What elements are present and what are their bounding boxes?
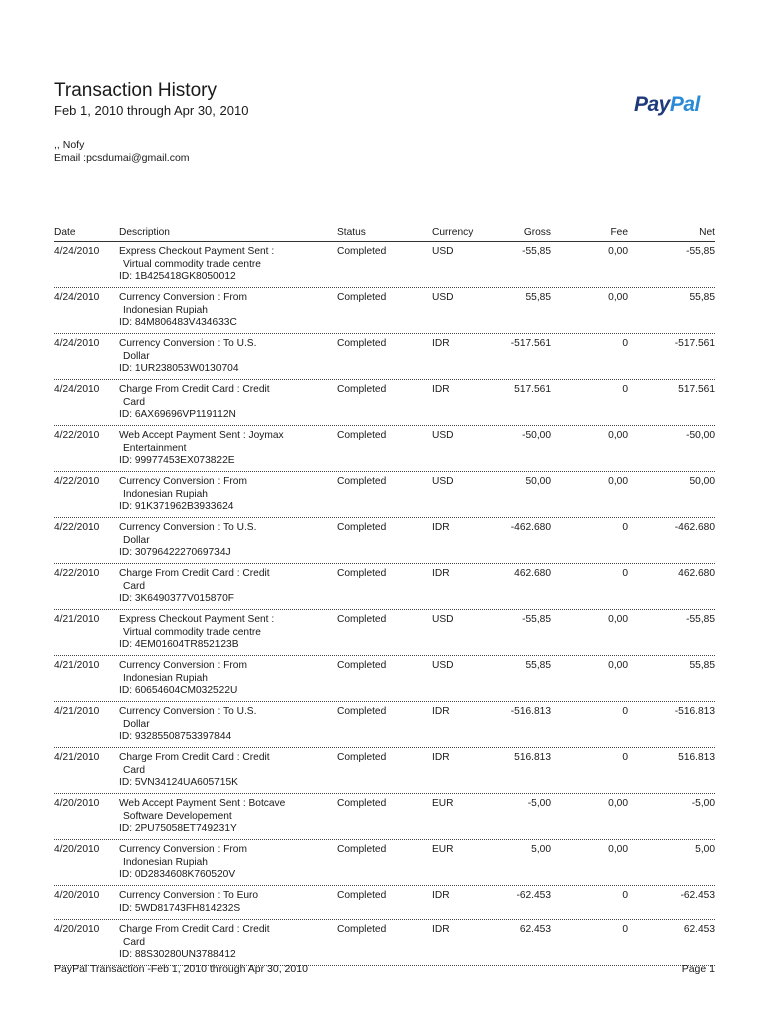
transaction-id: ID: 2PU75058ET749231Y xyxy=(119,823,237,834)
description-line: Charge From Credit Card : Credit xyxy=(119,384,270,395)
transaction-id: ID: 60654604CM032522U xyxy=(119,685,238,696)
cell-date: 4/24/2010 xyxy=(54,384,100,395)
table-row xyxy=(54,564,715,610)
cell-description xyxy=(119,798,285,836)
transaction-id: ID: 3079642227069734J xyxy=(119,547,231,558)
cell-currency: IDR xyxy=(432,752,450,763)
description-line: Currency Conversion : To U.S. xyxy=(119,338,257,349)
transaction-id: ID: 88S30280UN3788412 xyxy=(119,949,236,960)
table-row xyxy=(54,472,715,518)
cell-currency: USD xyxy=(432,660,454,671)
table-row xyxy=(54,702,715,748)
cell-date: 4/21/2010 xyxy=(54,614,100,625)
table-row xyxy=(54,656,715,702)
transaction-table xyxy=(54,227,715,966)
cell-status: Completed xyxy=(337,752,387,763)
cell-currency: IDR xyxy=(432,338,450,349)
cell-fee: 0 xyxy=(622,384,628,395)
cell-description xyxy=(119,924,270,962)
cell-description xyxy=(119,246,274,284)
cell-date: 4/24/2010 xyxy=(54,292,100,303)
description-line: Card xyxy=(123,396,146,408)
cell-date: 4/24/2010 xyxy=(54,246,100,257)
cell-currency: IDR xyxy=(432,522,450,533)
cell-net: -55,85 xyxy=(686,246,715,257)
account-name: ,, Nofy xyxy=(54,139,85,151)
cell-net: 50,00 xyxy=(689,476,715,487)
cell-status: Completed xyxy=(337,292,387,303)
transaction-id: ID: 0D2834608K760520V xyxy=(119,869,236,880)
cell-description xyxy=(119,522,256,560)
cell-date: 4/21/2010 xyxy=(54,660,100,671)
col-description: Description xyxy=(119,227,170,238)
cell-date: 4/20/2010 xyxy=(54,924,100,935)
cell-status: Completed xyxy=(337,660,387,671)
page-number: Page 1 xyxy=(681,963,715,975)
transaction-id: ID: 6AX69696VP119112N xyxy=(119,409,236,420)
cell-gross: -62.453 xyxy=(516,890,551,901)
cell-net: -55,85 xyxy=(686,614,715,625)
cell-fee: 0,00 xyxy=(608,292,628,303)
cell-fee: 0 xyxy=(622,568,628,579)
cell-net: -517.561 xyxy=(674,338,715,349)
cell-description xyxy=(119,338,256,376)
table-row xyxy=(54,794,715,840)
cell-fee: 0,00 xyxy=(608,246,628,257)
cell-status: Completed xyxy=(337,522,387,533)
cell-gross: 55,85 xyxy=(525,292,551,303)
cell-gross: 517.561 xyxy=(514,384,551,395)
cell-gross: -517.561 xyxy=(510,338,551,349)
transaction-id: ID: 91K371962B3933624 xyxy=(119,501,234,512)
transaction-id: ID: 3K6490377V015870F xyxy=(119,593,234,604)
description-line: Software Developement xyxy=(123,810,232,822)
description-line: Web Accept Payment Sent : Botcave xyxy=(119,798,286,809)
cell-gross: 55,85 xyxy=(525,660,551,671)
cell-gross: 5,00 xyxy=(531,844,551,855)
cell-status: Completed xyxy=(337,890,387,901)
table-row xyxy=(54,840,715,886)
account-info xyxy=(54,139,190,165)
cell-description xyxy=(119,844,247,882)
description-line: Web Accept Payment Sent : Joymax xyxy=(119,430,284,441)
logo-pal: Pal xyxy=(669,93,700,116)
description-line: Charge From Credit Card : Credit xyxy=(119,752,270,763)
cell-fee: 0,00 xyxy=(608,430,628,441)
table-row xyxy=(54,886,715,920)
cell-net: -516.813 xyxy=(674,706,715,717)
cell-status: Completed xyxy=(337,798,387,809)
cell-net: 55,85 xyxy=(689,660,715,671)
cell-description xyxy=(119,292,247,330)
cell-net: -5,00 xyxy=(691,798,715,809)
description-line: Currency Conversion : From xyxy=(119,476,247,487)
cell-currency: EUR xyxy=(432,844,454,855)
description-line: Currency Conversion : To U.S. xyxy=(119,522,257,533)
transaction-id: ID: 93285508753397844 xyxy=(119,731,232,742)
cell-gross: -462.680 xyxy=(510,522,551,533)
table-header xyxy=(54,227,715,242)
cell-fee: 0 xyxy=(622,522,628,533)
date-range: Feb 1, 2010 through Apr 30, 2010 xyxy=(54,103,249,118)
table-row xyxy=(54,920,715,966)
description-line: Dollar xyxy=(123,718,150,730)
cell-description xyxy=(119,752,270,790)
cell-fee: 0,00 xyxy=(608,476,628,487)
cell-net: -50,00 xyxy=(686,430,715,441)
cell-date: 4/22/2010 xyxy=(54,568,100,579)
description-line: Card xyxy=(123,936,146,948)
cell-net: -462.680 xyxy=(674,522,715,533)
description-line: Entertainment xyxy=(123,442,187,454)
transaction-id: ID: 1B425418GK8050012 xyxy=(119,271,236,282)
description-line: Currency Conversion : From xyxy=(119,292,247,303)
cell-currency: IDR xyxy=(432,384,450,395)
cell-date: 4/22/2010 xyxy=(54,476,100,487)
cell-description xyxy=(119,476,247,514)
cell-currency: IDR xyxy=(432,568,450,579)
description-line: Charge From Credit Card : Credit xyxy=(119,568,270,579)
col-status: Status xyxy=(337,227,366,238)
transaction-id: ID: 1UR238053W0130704 xyxy=(119,363,239,374)
description-line: Indonesian Rupiah xyxy=(123,856,208,868)
cell-status: Completed xyxy=(337,844,387,855)
table-row xyxy=(54,334,715,380)
description-line: Card xyxy=(123,580,146,592)
description-line: Currency Conversion : To Euro xyxy=(119,890,259,901)
cell-status: Completed xyxy=(337,384,387,395)
cell-currency: USD xyxy=(432,614,454,625)
cell-currency: EUR xyxy=(432,798,454,809)
transaction-id: ID: 4EM01604TR852123B xyxy=(119,639,239,650)
cell-description xyxy=(119,660,247,698)
cell-currency: IDR xyxy=(432,890,450,901)
cell-status: Completed xyxy=(337,246,387,257)
col-date: Date xyxy=(54,227,76,238)
cell-net: 55,85 xyxy=(689,292,715,303)
description-line: Indonesian Rupiah xyxy=(123,304,208,316)
transaction-id: ID: 5WD81743FH814232S xyxy=(119,902,241,914)
table-row xyxy=(54,610,715,656)
cell-status: Completed xyxy=(337,706,387,717)
cell-net: 462.680 xyxy=(678,568,715,579)
transaction-id: ID: 84M806483V434633C xyxy=(119,317,237,328)
table-row xyxy=(54,748,715,794)
transaction-id: ID: 99977453EX073822E xyxy=(119,455,235,466)
cell-currency: USD xyxy=(432,430,454,441)
page-title: Transaction History xyxy=(54,80,217,101)
cell-net: 5,00 xyxy=(695,844,715,855)
cell-fee: 0 xyxy=(622,752,628,763)
cell-description xyxy=(119,890,258,915)
description-line: Express Checkout Payment Sent : xyxy=(119,614,275,625)
cell-currency: USD xyxy=(432,476,454,487)
cell-gross: -516.813 xyxy=(510,706,551,717)
cell-description xyxy=(119,614,274,652)
cell-net: 517.561 xyxy=(678,384,715,395)
cell-gross: 50,00 xyxy=(525,476,551,487)
cell-status: Completed xyxy=(337,476,387,487)
table-row xyxy=(54,380,715,426)
description-line: Indonesian Rupiah xyxy=(123,488,208,500)
col-currency: Currency xyxy=(432,227,474,238)
footer-text: PayPal Transaction -Feb 1, 2010 through Apr 30, 2010 xyxy=(54,963,308,975)
cell-gross: -5,00 xyxy=(527,798,551,809)
transaction-id: ID: 5VN34124UA605715K xyxy=(119,777,238,788)
description-line: Currency Conversion : From xyxy=(119,660,247,671)
description-line: Currency Conversion : To U.S. xyxy=(119,706,257,717)
cell-fee: 0 xyxy=(622,706,628,717)
description-line: Express Checkout Payment Sent : xyxy=(119,246,275,257)
table-row xyxy=(54,288,715,334)
table-body xyxy=(54,242,715,966)
table-row xyxy=(54,518,715,564)
cell-status: Completed xyxy=(337,430,387,441)
cell-date: 4/22/2010 xyxy=(54,522,100,533)
logo-pay: Pay xyxy=(634,93,670,116)
description-line: Indonesian Rupiah xyxy=(123,672,208,684)
cell-date: 4/24/2010 xyxy=(54,338,100,349)
description-line: Virtual commodity trade centre xyxy=(123,626,261,638)
description-line: Dollar xyxy=(123,350,150,362)
description-line: Card xyxy=(123,764,146,776)
cell-date: 4/21/2010 xyxy=(54,752,100,763)
description-line: Charge From Credit Card : Credit xyxy=(119,924,270,935)
cell-description xyxy=(119,430,284,468)
cell-fee: 0 xyxy=(622,338,628,349)
cell-gross: -50,00 xyxy=(522,430,551,441)
cell-fee: 0 xyxy=(622,924,628,935)
cell-net: 62.453 xyxy=(683,924,715,935)
cell-date: 4/20/2010 xyxy=(54,844,100,855)
cell-net: -62.453 xyxy=(680,890,715,901)
cell-fee: 0,00 xyxy=(608,844,628,855)
table-row xyxy=(54,242,715,288)
cell-status: Completed xyxy=(337,568,387,579)
cell-gross: 516.813 xyxy=(514,752,551,763)
cell-description xyxy=(119,568,270,606)
cell-status: Completed xyxy=(337,338,387,349)
account-email: Email :pcsdumai@gmail.com xyxy=(54,152,190,164)
cell-currency: IDR xyxy=(432,706,450,717)
col-fee: Fee xyxy=(610,227,628,238)
cell-status: Completed xyxy=(337,924,387,935)
description-line: Dollar xyxy=(123,534,150,546)
cell-fee: 0 xyxy=(622,890,628,901)
cell-date: 4/21/2010 xyxy=(54,706,100,717)
cell-gross: 62.453 xyxy=(519,924,551,935)
cell-fee: 0,00 xyxy=(608,660,628,671)
cell-description xyxy=(119,384,270,422)
cell-gross: -55,85 xyxy=(522,614,551,625)
cell-date: 4/20/2010 xyxy=(54,890,100,901)
table-row xyxy=(54,426,715,472)
description-line: Virtual commodity trade centre xyxy=(123,258,261,270)
cell-currency: USD xyxy=(432,292,454,303)
cell-gross: -55,85 xyxy=(522,246,551,257)
cell-fee: 0,00 xyxy=(608,798,628,809)
cell-status: Completed xyxy=(337,614,387,625)
cell-description xyxy=(119,706,256,744)
paypal-logo xyxy=(634,93,700,117)
cell-fee: 0,00 xyxy=(608,614,628,625)
cell-date: 4/20/2010 xyxy=(54,798,100,809)
col-gross: Gross xyxy=(523,227,551,238)
description-line: Currency Conversion : From xyxy=(119,844,247,855)
cell-currency: USD xyxy=(432,246,454,257)
cell-date: 4/22/2010 xyxy=(54,430,100,441)
cell-currency: IDR xyxy=(432,924,450,935)
cell-net: 516.813 xyxy=(678,752,715,763)
col-net: Net xyxy=(699,227,715,238)
cell-gross: 462.680 xyxy=(514,568,551,579)
